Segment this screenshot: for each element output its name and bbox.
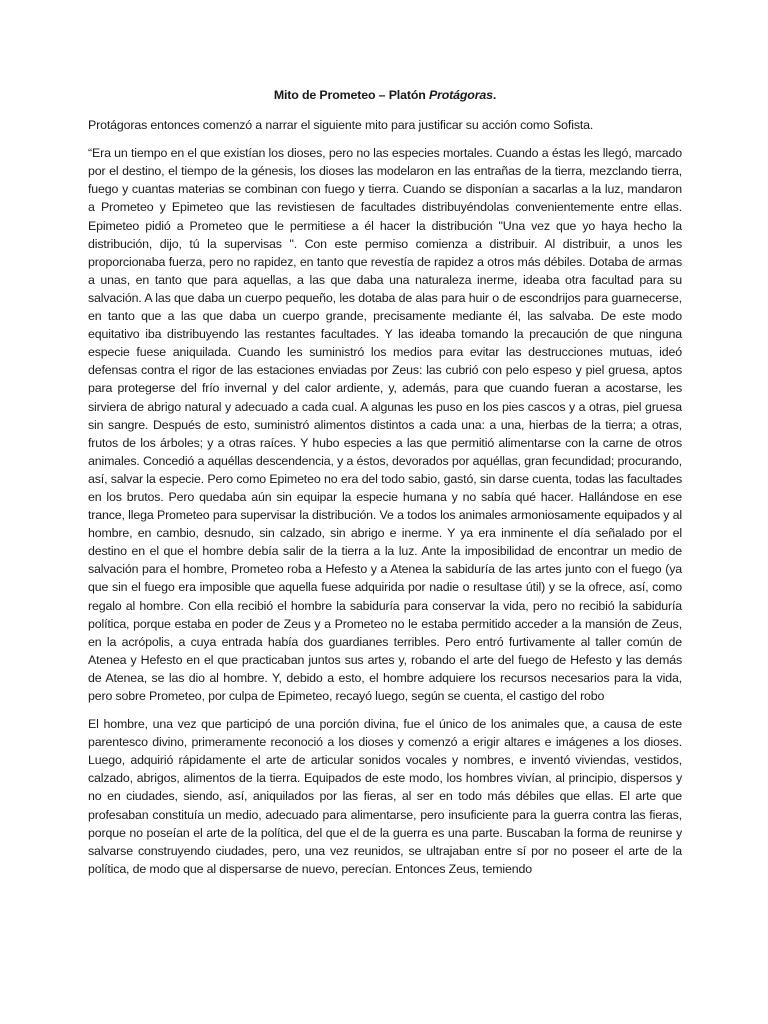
title-end: . (492, 88, 497, 102)
document-page (88, 86, 682, 888)
title-work: Protágoras (428, 88, 493, 102)
intro-paragraph: Protágoras entonces comenzó a narrar el siguiente mito para justificar su acción como Sofista. (88, 118, 594, 133)
man-paragraph: El hombre, una vez que participó de una porción divina, fue el único de los animales que, a causa de este parentesco divino, primeramente reconoció a los dioses y comenzó a erigir altares e imágenes a los dioses. Luego, adquirió rápidamente el arte de articular sonidos vocales y nombres, e inventó viviendas, vestidos, calzado, abrigos, alimentos de la tierra. Equipados de este modo, los hombres vivían, al principio, dispersos y no en ciudades, siendo, así, aniquilados por las fieras, al ser en todo más débiles que ellas. El arte que profesaban constituía un medio, adecuado para alimentarse, pero insuficiente para la guerra contra las fieras, porque no poseían el arte de la política, del que el de la guerra es una parte. Buscaban la forma de reunirse y salvarse construyendo ciudades, pero, una vez reunidos, se ultrajaban entre sí por no poseer el arte de la política, de modo que al dispersarse de nuevo, perecían. Entonces Zeus, temiendo (88, 717, 682, 876)
myth-paragraph: “Era un tiempo en el que existían los dioses, pero no las especies mortales. Cuando a éstas les llegó, marcado por el destino, el tiempo de la génesis, los dioses las modelaron en las entrañas de la tierra, mezclando tierra, fuego y cuantas materias se combinan con fuego y tierra. Cuando se disponían a sacarlas a la luz, mandaron a Prometeo y Epimeteo que las revistiesen de facultades distribuyéndolas convenientemente entre ellas. Epimeteo pidió a Prometeo que le permitiese a él hacer la distribución "Una vez que yo haya hecho la distribución, dijo, tú la supervisas ". Con este permiso comienza a distribuir. Al distribuir, a unos les proporcionaba fuerza, pero no rapidez, en tanto que revestía de rapidez a otros más débiles. Dotaba de armas a unas, en tanto que para aquellas, a las que daba una naturaleza inerme, ideaba otra facultad para su salvación. A las que daba un cuerpo pequeño, les dotaba de alas para huir o de escondrijos para guarnecerse, en tanto que a las que daba un cuerpo grande, precisamente mediante él, las salvaba. De este modo equitativo iba distribuyendo las restantes facultades. Y las ideaba tomando la precaución de que ninguna especie fuese aniquilada. Cuando les suministró los medios para evitar las destrucciones mutuas, ideó defensas contra el rigor de las estaciones enviadas por Zeus: las cubrió con pelo espeso y piel gruesa, aptos para protegerse del frío invernal y del calor ardiente, y, además, para que cuando fueran a acostarse, les sirviera de abrigo natural y adecuado a cada cual. A algunas les puso en los pies cascos y a otras, piel gruesa sin sangre. Después de esto, suministró alimentos distintos a cada una: a una, hierbas de la tierra; a otras, frutos de los árboles; y a otras raíces. Y hubo especies a las que permitió alimentarse con la carne de otros animales. Concedió a aquéllas descendencia, y a éstos, devorados por aquéllas, gran fecundidad; procurando, así, salvar la especie. Pero como Epimeteo no era del todo sabio, gastó, sin darse cuenta, todas las facultades en los brutos. Pero quedaba aún sin equipar la especie humana y no sabía qué hacer. Hallándose en ese trance, llega Prometeo para supervisar la distribución. Ve a todos los animales armoniosamente equipados y al hombre, en cambio, desnudo, sin calzado, sin abrigo e inerme. Y ya era inminente el día señalado por el destino en el que el hombre debía salir de la tierra a la luz. Ante la imposibilidad de encontrar un medio de salvación para el hombre, Prometeo roba a Hefesto y a Atenea la sabiduría de las artes junto con el fuego (ya que sin el fuego era imposible que aquella fuese adquirida por nadie o resultase útil) y se la ofrece, así, como regalo al hombre. Con ella recibió el hombre la sabiduría para conservar la vida, pero no recibió la sabiduría política, porque estaba en poder de Zeus y a Prometeo no le estaba permitido acceder a la mansión de Zeus, en la acrópolis, a cuya entrada había dos guardianes terribles. Pero entró furtivamente al taller común de Atenea y Hefesto en el que practicaban juntos sus artes y, robando el arte del fuego de Hefesto y las demás de Atenea, se las dio al hombre. Y, debido a esto, el hombre adquiere los recursos necesarios para la vida, pero sobre Prometeo, por culpa de Epimeteo, recayó luego, según se cuenta, el castigo del robo (88, 146, 682, 703)
document-title (88, 86, 682, 104)
title-main: Mito de Prometeo – Platón (273, 88, 429, 102)
